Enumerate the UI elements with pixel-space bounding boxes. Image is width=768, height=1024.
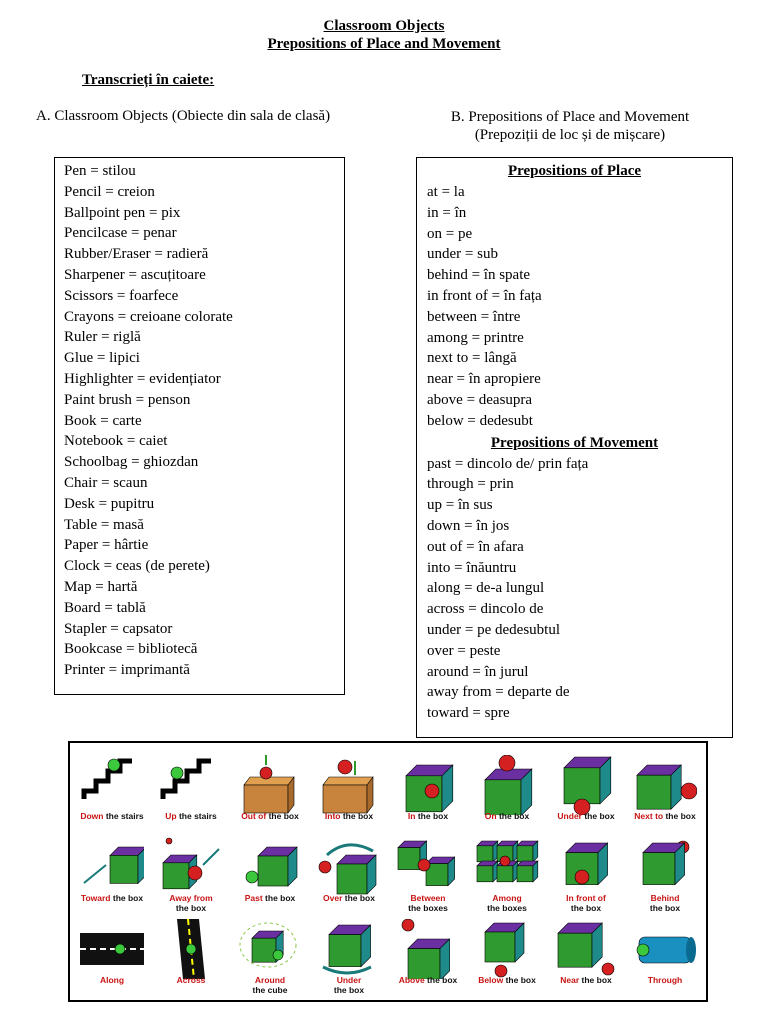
caption-rest: the box	[424, 975, 458, 985]
illustration-caption	[72, 811, 152, 821]
vocab-item: Sharpener = ascuțitoare	[64, 266, 206, 283]
caption-keyword: Toward	[80, 893, 111, 903]
caption-keyword: In front of	[566, 893, 606, 903]
place-item: on = pe	[427, 225, 473, 242]
illustration-caption	[546, 975, 626, 985]
caption-keyword: Past	[244, 893, 263, 903]
vocab-item: Scissors = foarfece	[64, 287, 179, 304]
cube-next-to-icon	[633, 755, 697, 815]
illustration-cube-near	[546, 913, 626, 997]
vocab-item: Pencil = creion	[64, 183, 155, 200]
cube-under-icon	[554, 755, 618, 815]
place-item: in front of = în fața	[427, 287, 542, 304]
illustration-caption	[467, 893, 547, 913]
caption-keyword: Across	[176, 975, 206, 985]
illustration-caption	[230, 811, 310, 821]
cube-below-icon	[475, 919, 539, 979]
illustration-caption	[309, 811, 389, 821]
illustration-caption	[625, 893, 705, 913]
illustration-cube-over	[309, 831, 389, 915]
illustration-stairs-up	[151, 749, 231, 833]
illustration-caption	[151, 893, 231, 913]
illustration-cube-below	[467, 913, 547, 997]
cubes-among-icon	[475, 837, 539, 897]
caption-keyword: Under	[557, 811, 582, 821]
vocab-item: Schoolbag = ghiozdan	[64, 454, 199, 471]
vocab-item: Rubber/Eraser = radieră	[64, 246, 209, 263]
place-items	[427, 182, 732, 432]
movement-item: through = prin	[427, 476, 514, 493]
movement-item: across = dincolo de	[427, 601, 544, 618]
illustration-caption	[72, 975, 152, 985]
place-item: at = la	[427, 184, 465, 200]
illustration-caption	[625, 811, 705, 821]
movement-item: around = în jurul	[427, 663, 529, 680]
cube-around-icon	[238, 919, 302, 979]
illustration-cube-next-to	[625, 749, 705, 833]
cube-past-icon	[238, 837, 302, 897]
vocab-item: Ballpoint pen = pix	[64, 204, 181, 221]
movement-title: Prepositions of Movement	[490, 434, 659, 451]
vocab-item: Paper = hârtie	[64, 537, 149, 554]
place-item: above = deasupra	[427, 391, 533, 408]
caption-line2: the box	[649, 903, 681, 913]
caption-rest: the stairs	[103, 811, 144, 821]
page-subtitle: Prepositions of Place and Movement	[267, 36, 501, 52]
illustration-caption	[151, 811, 231, 821]
movement-item: over = peste	[427, 642, 501, 659]
movement-items	[427, 454, 732, 724]
caption-keyword: Around	[254, 975, 286, 985]
illustration-cube-in-front	[546, 831, 626, 915]
box-into-icon	[317, 755, 381, 815]
illustration-cube-around	[230, 913, 310, 997]
caption-keyword: Through	[647, 975, 683, 985]
vocab-item: Notebook = caiet	[64, 433, 168, 450]
illustration-caption	[388, 811, 468, 821]
illustration-cube-away	[151, 831, 231, 915]
vocab-item: Stapler = capsator	[64, 620, 173, 637]
road-across-icon	[159, 919, 223, 979]
caption-line2: the box	[333, 985, 365, 995]
vocab-item: Highlighter = evidențiator	[64, 370, 221, 387]
instruction: Transcrieți în caiete:	[82, 72, 215, 88]
classroom-objects-list	[54, 157, 345, 695]
tube-through-icon	[633, 919, 697, 979]
section-a-heading: A. Classroom Objects (Obiecte din sala de clasă)	[36, 108, 331, 124]
place-item: between = între	[427, 308, 521, 325]
movement-item: away from = departe de	[427, 684, 570, 701]
place-item: near = în apropiere	[427, 371, 541, 388]
illustration-cube-above	[388, 913, 468, 997]
caption-keyword: Over	[323, 893, 343, 903]
illustration-cube-under	[546, 749, 626, 833]
illustration-caption	[467, 811, 547, 821]
caption-keyword: Away from	[169, 893, 213, 903]
cube-over-icon	[317, 837, 381, 897]
caption-keyword: In	[407, 811, 416, 821]
caption-rest: the box	[340, 811, 374, 821]
illustration-cubes-among	[467, 831, 547, 915]
illustration-cubes-between	[388, 831, 468, 915]
cube-near-icon	[554, 919, 618, 979]
illustration-caption	[309, 893, 389, 903]
movement-item: up = în sus	[427, 497, 493, 514]
illustration-caption	[546, 893, 626, 913]
illustration-caption	[388, 975, 468, 985]
illustration-cube-in	[388, 749, 468, 833]
caption-rest: the box	[581, 811, 615, 821]
illustration-box-out	[230, 749, 310, 833]
movement-item: down = în jos	[427, 517, 510, 534]
illustration-caption	[388, 893, 468, 913]
illustration-caption	[546, 811, 626, 821]
illustration-cube-behind	[625, 831, 705, 915]
stairs-down-icon	[80, 755, 144, 815]
vocab-item: Table = masă	[64, 516, 144, 533]
movement-item: past = dincolo de/ prin fața	[427, 455, 589, 472]
caption-line2: the cube	[252, 985, 288, 995]
illustration-caption	[625, 975, 705, 985]
movement-item: along = de-a lungul	[427, 580, 545, 597]
caption-keyword: Next to	[634, 811, 664, 821]
vocab-item: Clock = ceas (de perete)	[64, 558, 210, 575]
caption-keyword: Below	[478, 975, 504, 985]
caption-line2: the box	[570, 903, 602, 913]
caption-keyword: Between	[410, 893, 446, 903]
vocab-item: Paint brush = penson	[64, 391, 191, 408]
vocab-item: Pencilcase = penar	[64, 225, 177, 242]
caption-rest: the box	[110, 893, 144, 903]
caption-rest: the stairs	[176, 811, 217, 821]
caption-rest: the box	[503, 975, 536, 985]
cubes-between-icon	[396, 837, 460, 897]
vocab-item: Glue = lipici	[64, 350, 140, 367]
caption-keyword: Among	[492, 893, 522, 903]
cube-above-icon	[396, 919, 460, 979]
place-item: under = sub	[427, 246, 498, 263]
caption-line2: the box	[175, 903, 207, 913]
vocab-item: Book = carte	[64, 412, 142, 429]
vocab-item: Ruler = riglă	[64, 329, 141, 346]
place-item: in = în	[427, 204, 467, 221]
section-b-heading-line1: B. Prepositions of Place and Movement	[450, 109, 690, 125]
illustration-stairs-down	[72, 749, 152, 833]
caption-keyword: On	[484, 811, 497, 821]
section-b-heading	[420, 108, 720, 144]
vocab-item: Pen = stilou	[64, 163, 136, 179]
cube-away-icon	[159, 837, 223, 897]
caption-keyword: Along	[99, 975, 125, 985]
caption-keyword: Into	[324, 811, 341, 821]
caption-keyword: Down	[80, 811, 104, 821]
section-b-heading-line2: (Prepoziții de loc și de mișcare)	[474, 127, 666, 143]
cube-in-icon	[396, 755, 460, 815]
illustration-caption	[151, 975, 231, 985]
caption-rest: the box	[342, 893, 375, 903]
caption-keyword: Up	[165, 811, 177, 821]
stairs-up-icon	[159, 755, 223, 815]
caption-rest: the box	[579, 975, 612, 985]
illustration-cube-past	[230, 831, 310, 915]
illustration-tube-through	[625, 913, 705, 997]
illustration-caption	[72, 893, 152, 903]
illustration-cube-under-move	[309, 913, 389, 997]
prepositions-illustration	[68, 741, 708, 1002]
illustration-road-along	[72, 913, 152, 997]
caption-line2: the boxes	[487, 903, 527, 913]
movement-item: under = pe dedesubtul	[427, 621, 561, 638]
caption-rest: the box	[663, 811, 696, 821]
illustration-caption	[309, 975, 389, 995]
cube-behind-icon	[633, 837, 697, 897]
illustration-caption	[467, 975, 547, 985]
illustration-cube-toward	[72, 831, 152, 915]
vocab-item: Bookcase = bibliotecă	[64, 641, 198, 658]
cube-under-move-icon	[317, 919, 381, 979]
box-out-icon	[238, 755, 302, 815]
place-item: among = printre	[427, 329, 524, 346]
illustration-caption	[230, 975, 310, 995]
vocab-item: Printer = imprimantă	[64, 662, 190, 679]
caption-rest: the box	[262, 893, 296, 903]
caption-rest: the box	[415, 811, 449, 821]
prepositions-list	[416, 157, 733, 738]
vocab-item: Crayons = creioane colorate	[64, 308, 233, 325]
vocab-item: Chair = scaun	[64, 474, 148, 491]
movement-item: into = înăuntru	[427, 559, 517, 576]
illustration-caption	[230, 893, 310, 903]
illustration-road-across	[151, 913, 231, 997]
place-item: below = dedesubt	[427, 412, 533, 429]
place-item: behind = în spate	[427, 267, 531, 284]
vocab-item: Map = hartă	[64, 578, 138, 595]
caption-line2: the boxes	[408, 903, 448, 913]
movement-item: out of = în afara	[427, 538, 524, 555]
page-title: Classroom Objects	[323, 18, 445, 34]
cube-toward-icon	[80, 837, 144, 897]
vocab-item: Desk = pupitru	[64, 495, 155, 512]
caption-keyword: Under	[336, 975, 362, 985]
vocab-item: Board = tablă	[64, 599, 146, 616]
illustration-box-into	[309, 749, 389, 833]
caption-keyword: Behind	[650, 893, 680, 903]
caption-keyword: Out of	[241, 811, 267, 821]
illustration-cube-on	[467, 749, 547, 833]
caption-rest: the box	[266, 811, 299, 821]
caption-keyword: Above	[398, 975, 425, 985]
road-along-icon	[80, 919, 144, 979]
cube-on-icon	[475, 755, 539, 815]
movement-item: toward = spre	[427, 705, 510, 722]
caption-keyword: Near	[560, 975, 580, 985]
place-title: Prepositions of Place	[507, 163, 642, 179]
place-item: next to = lângă	[427, 350, 517, 367]
cube-in-front-icon	[554, 837, 618, 897]
caption-rest: the box	[496, 811, 530, 821]
